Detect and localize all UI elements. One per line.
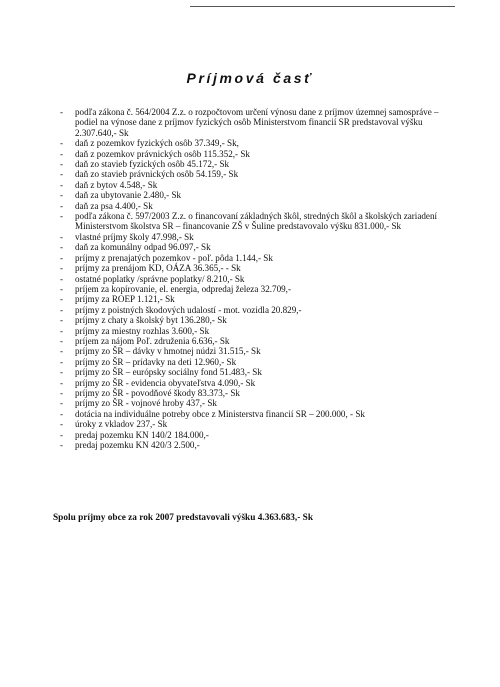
income-item-text: daň z pozemkov právnických osôb 115.352,- Sk <box>75 148 250 159</box>
income-item-text: vlastné príjmy školy 47.998,- Sk <box>75 231 194 242</box>
income-item <box>60 409 440 419</box>
list-bullet-dash: - <box>60 107 64 117</box>
list-bullet-dash: - <box>60 273 64 284</box>
income-item-text: daň za psa 4.400,- Sk <box>75 200 153 211</box>
income-item-text: predaj pozemku KN 140/2 184.000,- <box>75 429 209 440</box>
list-bullet-dash: - <box>60 200 64 211</box>
income-item-text: daň zo stavieb fyzických osôb 45.172,- Sk <box>75 159 230 170</box>
list-bullet-dash: - <box>60 367 64 378</box>
income-item <box>60 378 440 388</box>
income-item-text: predaj pozemku KN 420/3 2.500,- <box>75 440 200 450</box>
income-item-text: daň za ubytovanie 2.480,- Sk <box>75 190 182 201</box>
income-item <box>60 326 440 336</box>
list-bullet-dash: - <box>60 169 64 180</box>
income-item-text: príjmy zo ŠR – európsky sociálny fond 51.483,- Sk <box>75 367 262 378</box>
income-item <box>60 294 440 304</box>
income-item <box>60 367 440 377</box>
income-item-text: daň z bytov 4.548,- Sk <box>75 179 158 190</box>
income-item <box>60 336 440 346</box>
list-bullet-dash: - <box>60 231 64 242</box>
income-item <box>60 253 440 263</box>
income-item-text: príjmy za ROEP 1.121,- Sk <box>75 294 175 305</box>
income-item-text: príjmy zo ŠR – prídavky na deti 12.960,- Sk <box>75 356 237 367</box>
list-bullet-dash: - <box>60 148 64 159</box>
income-item-text: príjmy z poistných škodových udalostí - mot. vozidla 20.829,- <box>75 304 302 315</box>
income-item-text: príjmy z chaty a školský byt 136.280,- Sk <box>75 315 227 326</box>
income-item-text: dotácia na individuálne potreby obce z Ministerstva financií SR – 200.000, - Sk <box>75 408 365 419</box>
income-item <box>60 180 440 190</box>
income-item <box>60 346 440 356</box>
income-item <box>60 388 440 398</box>
list-bullet-dash: - <box>60 315 64 326</box>
total-summary: Spolu príjmy obce za rok 2007 predstavovali výšku 4.363.683,- Sk <box>53 513 313 523</box>
list-bullet-dash: - <box>60 440 64 450</box>
income-item <box>60 149 440 159</box>
income-item-text: ostatné poplatky /správne poplatky/ 8.210,- Sk <box>75 273 245 284</box>
list-bullet-dash: - <box>60 346 64 357</box>
list-bullet-dash: - <box>60 408 64 419</box>
income-item-text: daň zo stavieb právnických osôb 54.159,- Sk <box>75 169 239 180</box>
income-item-text: príjmy za miestny rozhlas 3.600,- Sk <box>75 325 210 336</box>
income-list <box>60 107 440 450</box>
list-bullet-dash: - <box>60 419 64 430</box>
income-item <box>60 138 440 148</box>
income-item-text: príjmy zo ŠR - vojnové hroby 437,- Sk <box>75 398 217 409</box>
list-bullet-dash: - <box>60 138 64 149</box>
income-item-text: úroky z vkladov 237,- Sk <box>75 419 168 430</box>
income-item <box>60 315 440 325</box>
income-item <box>60 263 440 273</box>
income-item-text: príjmy zo ŠR – dávky v hmotnej núdzi 31.515,- Sk <box>75 346 261 357</box>
income-item-text: daň za komunálny odpad 96.097,- Sk <box>75 242 211 253</box>
income-item <box>60 398 440 408</box>
list-bullet-dash: - <box>60 283 64 294</box>
list-bullet-dash: - <box>60 387 64 398</box>
income-item <box>60 430 440 440</box>
income-item <box>60 274 440 284</box>
list-bullet-dash: - <box>60 252 64 263</box>
income-item <box>60 159 440 169</box>
list-bullet-dash: - <box>60 304 64 315</box>
list-bullet-dash: - <box>60 377 64 388</box>
list-bullet-dash: - <box>60 325 64 336</box>
income-item <box>60 107 440 138</box>
list-bullet-dash: - <box>60 294 64 305</box>
income-item <box>60 419 440 429</box>
income-item <box>60 357 440 367</box>
income-item-text: príjmy zo ŠR - evidencia obyvateľstva 4.090,- Sk <box>75 377 256 388</box>
income-item <box>60 242 440 252</box>
income-item <box>60 211 440 232</box>
income-item <box>60 201 440 211</box>
income-item <box>60 169 440 179</box>
list-bullet-dash: - <box>60 263 64 274</box>
income-item-text: príjmy zo ŠR - povodňové škody 83.373,- Sk <box>75 387 240 398</box>
income-item <box>60 284 440 294</box>
income-item-text: podľa zákona č. 597/2003 Z.z. o financovaní základných škôl, stredných škôl a školských zariadení Ministerstvom školstva SR – financovanie ZŠ v Šuline predstavovalo výšku 831.000,- Sk <box>75 211 438 232</box>
list-bullet-dash: - <box>60 398 64 409</box>
list-bullet-dash: - <box>60 242 64 253</box>
list-bullet-dash: - <box>60 356 64 367</box>
income-item-text: príjmy za prenájom KD, OÁZA 36.365,- - Sk <box>75 263 241 274</box>
income-item-text: príjem za kopírovanie, el. energia, odpredaj železa 32.709,- <box>75 283 291 294</box>
income-item <box>60 232 440 242</box>
list-bullet-dash: - <box>60 159 64 170</box>
income-item-text: príjmy z prenajatých pozemkov - poľ. pôda 1.144,- Sk <box>75 252 273 263</box>
income-item-text: daň z pozemkov fyzických osôb 37.349,- Sk, <box>75 138 239 149</box>
list-bullet-dash: - <box>60 335 64 346</box>
page-title: Príjmová časť <box>186 70 314 86</box>
income-item-text: príjem za nájom Poľ. združenia 6.636,- Sk <box>75 335 230 346</box>
list-bullet-dash: - <box>60 179 64 190</box>
list-bullet-dash: - <box>60 429 64 440</box>
income-item <box>60 190 440 200</box>
list-bullet-dash: - <box>60 211 64 222</box>
income-item <box>60 305 440 315</box>
income-item <box>60 440 440 450</box>
list-bullet-dash: - <box>60 190 64 201</box>
top-rule <box>190 6 455 7</box>
income-item-text: podľa zákona č. 564/2004 Z.z. o rozpočtovom určení výnosu dane z príjmov územnej samospráve – podiel na výnose dane z príjmov fyzických osôb Ministerstvom financií SR predstavoval výšku 2.307.640,- Sk <box>75 107 439 138</box>
